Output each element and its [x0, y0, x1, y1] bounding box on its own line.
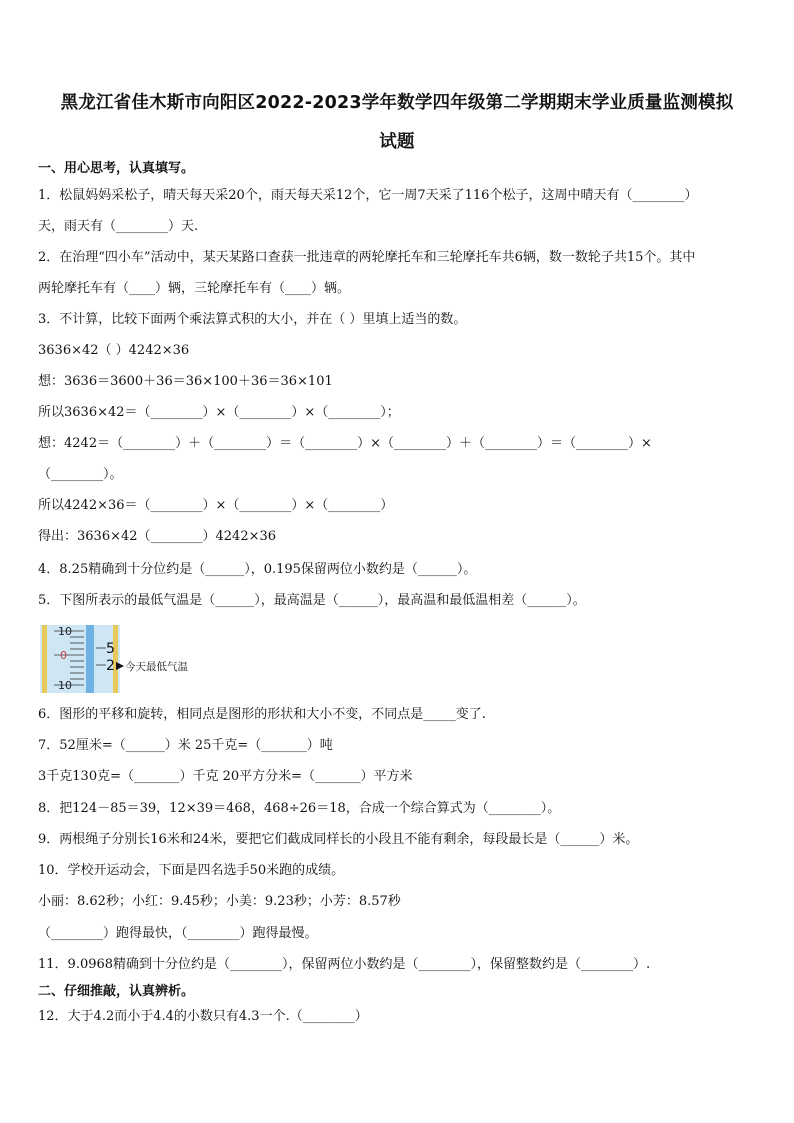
q7-line1: 7．52厘米=（______）米 25千克=（_______）吨 — [38, 738, 333, 753]
q2-line2: 两轮摩托车有（____）辆，三轮摩托车有（____）辆。 — [38, 281, 351, 296]
q11-line: 11．9.0968精确到十分位约是（________），保留两位小数约是（________），保留整数约是（________）. — [38, 957, 651, 972]
q2-line1: 2．在治理“四小车”活动中，某天某路口查获一批违章的两轮摩托车和三轮摩托车共6辆，数一数轮子共15个。其中 — [38, 250, 696, 265]
q12-line: 12．大于4.2而小于4.4的小数只有4.3一个.（________） — [38, 1009, 368, 1024]
q3-line4: 所以3636×42＝（________）×（________）×（________）； — [38, 405, 400, 420]
page-title-line1: 黑龙江省佳木斯市向阳区2022-2023学年数学四年级第二学期期末学业质量监测模拟 — [60, 93, 734, 113]
q10-line1: 10．学校开运动会，下面是四名选手50米跑的成绩。 — [38, 863, 345, 878]
scale-label-zero: 0 — [60, 649, 67, 662]
section-heading-1: 一、用心思考，认真填写。 — [38, 161, 195, 176]
mark-low: 2 — [106, 658, 115, 674]
q4-line: 4．8.25精确到十分位约是（______），0.195保留两位小数约是（______）。 — [38, 562, 477, 577]
q3-line2: 3636×42（ ）4242×36 — [38, 343, 190, 358]
q10-line2: 小丽：8.62秒；小红：9.45秒；小美：9.23秒；小芳：8.57秒 — [38, 894, 401, 909]
q1-line2: 天，雨天有（________）天. — [38, 219, 199, 234]
q3-line8: 得出：3636×42（________）4242×36 — [38, 529, 277, 544]
q3-line1: 3．不计算，比较下面两个乘法算式积的大小，并在（ ）里填上适当的数。 — [38, 312, 467, 327]
q5-line: 5．下图所表示的最低气温是（______），最高温是（______），最高温和最低温相差（______）。 — [38, 593, 586, 608]
q1-line1: 1．松鼠妈妈采松子，晴天每天采20个，雨天每天采12个，它一周7天采了116个松子，这周中晴天有（________） — [38, 188, 698, 203]
q8-line: 8．把124－85＝39，12×39＝468，468÷26＝18，合成一个综合算式为（________）。 — [38, 801, 561, 816]
figure-caption: 今天最低气温 — [125, 661, 188, 673]
scale-label-top: 10 — [58, 625, 72, 638]
mark-high: 5 — [106, 641, 115, 657]
thermometer-figure — [40, 625, 200, 693]
scale-label-bottom: 10 — [58, 679, 72, 692]
q3-line3: 想：3636＝3600＋36＝36×100＋36＝36×101 — [38, 374, 333, 389]
q3-line6: （________）。 — [38, 467, 123, 482]
q10-line3: （________）跑得最快，（________）跑得最慢。 — [38, 926, 318, 941]
q7-line2: 3千克130克=（_______）千克 20平方分米=（_______）平方米 — [38, 769, 413, 784]
q6-line: 6．图形的平移和旋转，相同点是图形的形状和大小不变，不同点是_____变了. — [38, 707, 486, 722]
q9-line: 9．两根绳子分别长16米和24米，要把它们截成同样长的小段且不能有剩余，每段最长是（______）米。 — [38, 832, 639, 847]
page-title-line2: 试题 — [379, 132, 415, 152]
q3-line7: 所以4242×36＝（________）×（________）×（________） — [38, 498, 394, 513]
q3-line5: 想：4242＝（________）＋（________）＝（________）×（________）＋（________）＝（________）× — [38, 436, 652, 451]
section-heading-2: 二、仔细推敲，认真辨析。 — [38, 984, 195, 999]
